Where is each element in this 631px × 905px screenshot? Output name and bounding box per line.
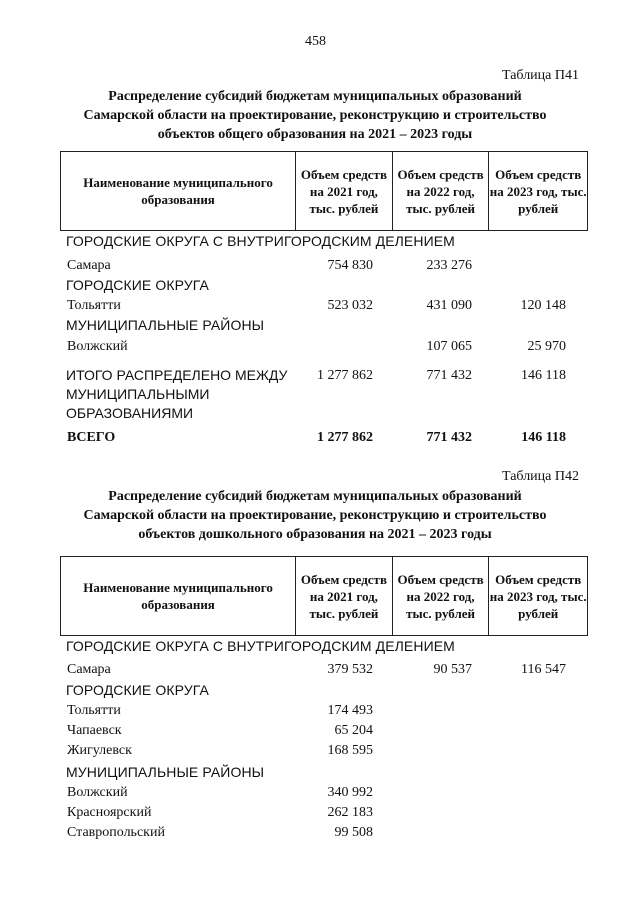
header-2023: Объем средств на 2023 год, тыс. рублей [488, 152, 587, 230]
row-value-2021: 379 532 [327, 662, 373, 677]
table1-title [40, 87, 590, 144]
header-name: Наименование муниципального образования [83, 175, 273, 207]
table1-total-2022: 771 432 [426, 430, 472, 445]
table1-title-line: объектов общего образования на 2021 – 2023 годы [157, 127, 473, 142]
page-number: 458 [305, 34, 326, 49]
row-value-2021: 754 830 [327, 258, 373, 273]
table1-label: Таблица П41 [502, 68, 579, 83]
row-name: Ставропольский [67, 825, 165, 840]
row-value-2022: 107 065 [426, 339, 472, 354]
row-value-2023: 120 148 [520, 298, 566, 313]
table1-total-2023: 146 118 [521, 430, 566, 445]
header-2021: Объем средств на 2021 год, тыс. рублей [295, 152, 392, 230]
table1-distributed-2023: 146 118 [521, 368, 566, 383]
table1-distributed-2021: 1 277 862 [317, 368, 373, 383]
row-value-2021: 523 032 [327, 298, 373, 313]
row-value-2021: 174 493 [327, 703, 373, 718]
table1-distributed-2022: 771 432 [426, 368, 472, 383]
table2-label: Таблица П42 [502, 469, 579, 484]
table1-title-line: Самарской области на проектирование, реконструкцию и строительство [83, 108, 547, 123]
header-name: Наименование муниципального образования [83, 580, 273, 612]
table2-title [40, 487, 590, 544]
row-name: Самара [67, 662, 111, 677]
section-heading: ГОРОДСКИЕ ОКРУГА С ВНУТРИГОРОДСКИМ ДЕЛЕНИЕМ [66, 638, 455, 654]
row-name: Волжский [67, 339, 128, 354]
row-value-2021: 99 508 [334, 825, 373, 840]
row-value-2022: 233 276 [426, 258, 472, 273]
table2-title-line: Самарской области на проектирование, реконструкцию и строительство [83, 508, 547, 523]
row-name: Тольятти [67, 298, 121, 313]
table1-distributed-label: ИТОГО РАСПРЕДЕЛЕНО МЕЖДУ МУНИЦИПАЛЬНЫМИ ОБРАЗОВАНИЯМИ [66, 367, 288, 421]
table1-title-line: Распределение субсидий бюджетам муниципальных образований [108, 89, 522, 104]
header-2023: Объем средств на 2023 год, тыс. рублей [488, 557, 587, 635]
section-heading: ГОРОДСКИЕ ОКРУГА [66, 682, 209, 698]
table1-total-label: ВСЕГО [67, 430, 116, 445]
table1-header [60, 151, 588, 231]
row-value-2021: 262 183 [327, 805, 373, 820]
section-heading: ГОРОДСКИЕ ОКРУГА [66, 277, 209, 293]
row-value-2021: 168 595 [327, 743, 373, 758]
header-2022: Объем средств на 2022 год, тыс. рублей [392, 152, 489, 230]
row-name: Жигулевск [67, 743, 132, 758]
row-value-2022: 90 537 [433, 662, 472, 677]
section-heading: МУНИЦИПАЛЬНЫЕ РАЙОНЫ [66, 317, 265, 333]
header-2022: Объем средств на 2022 год, тыс. рублей [392, 557, 489, 635]
section-heading: ГОРОДСКИЕ ОКРУГА С ВНУТРИГОРОДСКИМ ДЕЛЕНИЕМ [66, 233, 455, 249]
header-2021: Объем средств на 2021 год, тыс. рублей [295, 557, 392, 635]
row-name: Самара [67, 258, 111, 273]
table1-total-2021: 1 277 862 [317, 430, 373, 445]
row-name: Красноярский [67, 805, 152, 820]
row-value-2021: 65 204 [334, 723, 373, 738]
row-value-2023: 25 970 [527, 339, 566, 354]
row-name: Тольятти [67, 703, 121, 718]
table2-title-line: Распределение субсидий бюджетам муниципальных образований [108, 489, 522, 504]
section-heading: МУНИЦИПАЛЬНЫЕ РАЙОНЫ [66, 764, 265, 780]
row-name: Волжский [67, 785, 128, 800]
table2-header [60, 556, 588, 636]
row-value-2022: 431 090 [426, 298, 472, 313]
row-value-2023: 116 547 [521, 662, 566, 677]
table2-title-line: объектов дошкольного образования на 2021 – 2023 годы [138, 527, 492, 542]
row-value-2021: 340 992 [327, 785, 373, 800]
row-name: Чапаевск [67, 723, 122, 738]
